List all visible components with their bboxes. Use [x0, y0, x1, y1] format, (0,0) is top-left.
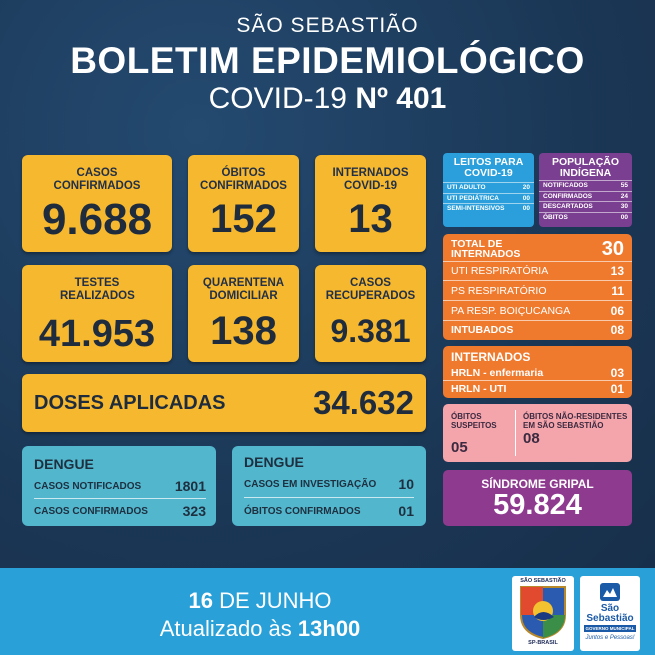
indigenous-row — [539, 180, 632, 191]
flu-label: SÍNDROME GRIPAL — [481, 477, 594, 491]
suspected-label: ÓBITOS SUSPEITOS — [451, 412, 497, 430]
row-label: UTI RESPIRATÓRIA — [451, 265, 549, 277]
update-time — [0, 616, 520, 642]
row-value: 00 — [620, 213, 628, 221]
dengue-box-cases — [22, 446, 216, 526]
indigenous-box — [539, 153, 632, 227]
divider — [515, 410, 516, 456]
row-value: 13 — [610, 264, 624, 278]
total-header — [443, 234, 632, 261]
brand-sub: GOVERNO MUNICIPAL — [585, 626, 635, 631]
hospital-row — [443, 280, 632, 300]
card-recovered — [315, 265, 426, 362]
dengue-row — [34, 478, 206, 494]
row-value: 323 — [182, 503, 206, 519]
non-resident-deaths — [523, 412, 628, 447]
total-value: 30 — [601, 238, 624, 260]
dengue-row — [244, 503, 414, 519]
brand-line-2: Sebastião — [586, 613, 634, 624]
bulletin-number: Nº 401 — [355, 82, 447, 115]
dengue-row — [244, 476, 414, 492]
town-icon — [598, 581, 622, 603]
flu-value: 59.824 — [493, 489, 582, 521]
card-quarantine — [188, 265, 299, 362]
row-label: CASOS NOTIFICADOS — [34, 480, 142, 492]
row-value: 08 — [610, 323, 624, 337]
row-label: HRLN - UTI — [451, 382, 507, 395]
row-label: PS RESPIRATÓRIO — [451, 284, 547, 297]
dengue-title: DENGUE — [244, 454, 304, 470]
row-value: 00 — [522, 194, 530, 202]
indigenous-row — [539, 212, 632, 223]
indigenous-row — [539, 201, 632, 212]
card-hospitalized — [315, 155, 426, 252]
suspected-value: 05 — [451, 439, 468, 456]
row-value: 55 — [620, 182, 628, 190]
row-label: CONFIRMADOS — [543, 192, 593, 200]
hrln-row — [443, 365, 632, 380]
card-label: TESTES REALIZADOS — [60, 277, 135, 302]
brand-line-1: São — [600, 603, 620, 614]
dengue-box-investigation — [232, 446, 426, 526]
crest-top-text: SÃO SEBASTIÃO — [520, 578, 566, 584]
crest-bottom-text: SP-BRASIL — [528, 640, 558, 646]
card-confirmed-cases — [22, 155, 172, 252]
row-label: CASOS CONFIRMADOS — [34, 505, 148, 517]
row-label: DESCARTADOS — [543, 203, 593, 211]
row-value: 24 — [620, 192, 628, 200]
dengue-row — [34, 503, 206, 519]
beds-box — [443, 153, 534, 227]
row-value: 1801 — [174, 478, 206, 494]
intubated-row — [443, 320, 632, 339]
row-value: 20 — [522, 184, 530, 192]
subtitle-prefix: COVID-19 — [208, 82, 347, 115]
card-value: 138 — [210, 309, 277, 353]
suspected-deaths-box — [443, 404, 632, 462]
row-value: 03 — [610, 365, 624, 380]
row-label: NOTIFICADOS — [543, 182, 588, 190]
flu-syndrome-box — [443, 470, 632, 526]
date-day: 16 — [188, 588, 213, 613]
row-value: 11 — [611, 283, 624, 298]
row-value: 10 — [398, 476, 414, 492]
row-value: 06 — [610, 303, 624, 318]
update-hour: 13h00 — [297, 616, 361, 641]
card-value: 152 — [210, 197, 277, 241]
header — [0, 14, 655, 116]
beds-row — [443, 203, 534, 214]
hospital-row — [443, 261, 632, 280]
row-value: 01 — [398, 503, 414, 519]
row-label: INTUBADOS — [451, 324, 514, 336]
card-value: 9.688 — [41, 195, 153, 244]
row-label: UTI PEDIÁTRICA — [447, 194, 499, 202]
beds-title: LEITOS PARA COVID-19 — [453, 156, 524, 179]
row-label: CASOS EM INVESTIGAÇÃO — [244, 478, 377, 490]
divider — [34, 498, 206, 499]
card-value: 13 — [348, 197, 393, 241]
card-label: INTERNADOS COVID-19 — [332, 167, 409, 192]
bulletin-date — [0, 588, 520, 614]
beds-row — [443, 193, 534, 204]
brand-slogan: Juntos e Pessoas! — [585, 635, 635, 641]
row-value: 30 — [620, 203, 628, 211]
card-label: QUARENTENA DOMICILIAR — [202, 277, 285, 302]
divider — [244, 497, 414, 498]
hrln-box — [443, 346, 632, 398]
doses-label: DOSES APLICADAS — [34, 391, 226, 414]
update-prefix: Atualizado às — [159, 616, 292, 641]
date-month: DE JUNHO — [219, 588, 332, 613]
non-resident-label: ÓBITOS NÃO-RESIDENTES EM SÃO SEBASTIÃO — [523, 412, 628, 430]
government-logo — [580, 576, 640, 651]
indigenous-row — [539, 191, 632, 202]
card-doses — [22, 374, 426, 432]
total-hospitalized-box — [443, 234, 632, 340]
bulletin-subtitle — [0, 82, 655, 116]
city-crest-logo — [512, 576, 574, 651]
card-label: ÓBITOS CONFIRMADOS — [200, 167, 287, 192]
hrln-title: INTERNADOS — [451, 350, 531, 364]
card-value: 41.953 — [38, 313, 156, 355]
non-resident-value: 08 — [523, 430, 540, 447]
row-label: ÓBITOS CONFIRMADOS — [244, 505, 361, 517]
crest-shield-icon — [518, 585, 568, 639]
row-value: 00 — [522, 205, 530, 213]
dengue-title: DENGUE — [34, 456, 94, 472]
card-tests — [22, 265, 172, 362]
suspected-deaths — [451, 412, 511, 456]
hospital-row — [443, 300, 632, 320]
card-label: CASOS CONFIRMADOS — [53, 167, 141, 192]
row-label: UTI ADULTO — [447, 184, 486, 192]
total-label: TOTAL DE INTERNADOS — [451, 238, 521, 260]
doses-value: 34.632 — [313, 384, 414, 421]
indigenous-title: POPULAÇÃO INDÍGENA — [551, 156, 620, 179]
page-title: BOLETIM EPIDEMIOLÓGICO — [70, 40, 585, 81]
city-name: SÃO SEBASTIÃO — [236, 14, 419, 37]
row-label: HRLN - enfermaria — [451, 366, 544, 379]
row-label: SEMI-INTENSIVOS — [447, 205, 505, 213]
card-confirmed-deaths — [188, 155, 299, 252]
row-value: 01 — [610, 381, 624, 396]
card-value: 9.381 — [330, 313, 411, 349]
card-label: CASOS RECUPERADOS — [325, 277, 416, 302]
row-label: PA RESP. BOIÇUCANGA — [451, 304, 571, 317]
hrln-row — [443, 380, 632, 396]
beds-row — [443, 182, 534, 193]
row-label: ÓBITOS — [543, 213, 568, 221]
